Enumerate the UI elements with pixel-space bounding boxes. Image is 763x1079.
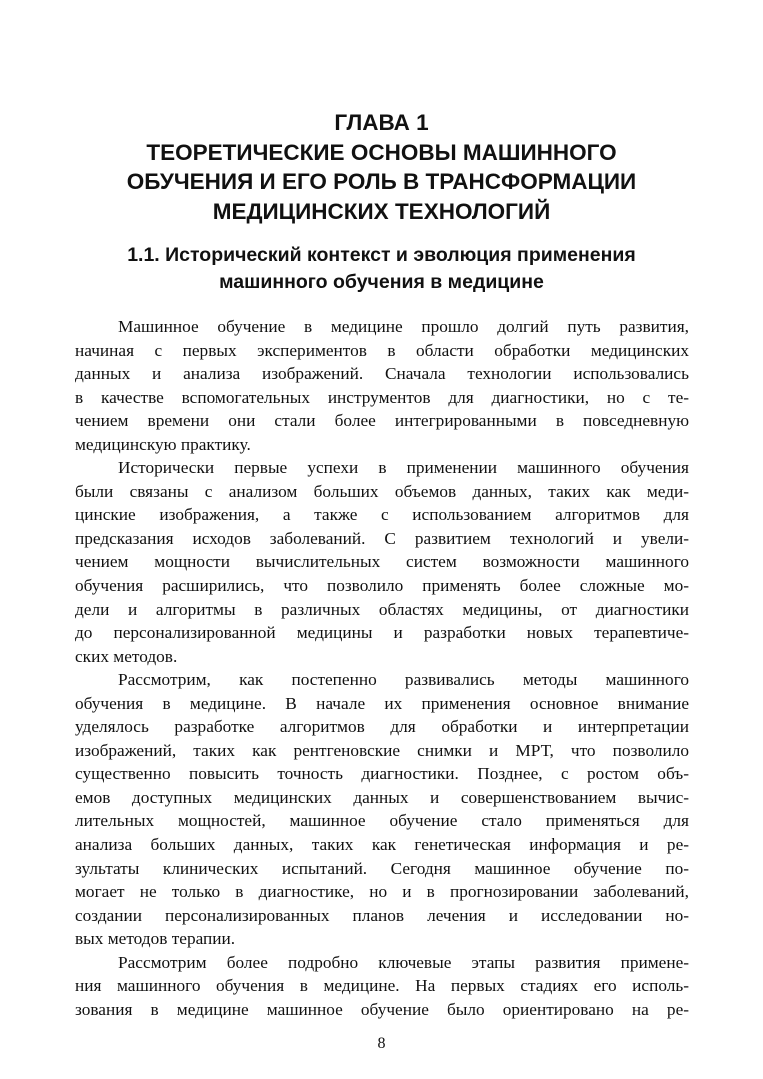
- page-number: 8: [377, 1035, 386, 1052]
- paragraph: [75, 951, 689, 1022]
- text-line: до персонализированной медицины и разработки новых терапевтиче-: [75, 623, 689, 643]
- text-line: анализа больших данных, таких как генетическая информация и ре-: [75, 835, 689, 855]
- text-line: Исторически первые успехи в применении машинного обучения: [118, 458, 689, 478]
- text-line: Рассмотрим, как постепенно развивались методы машинного: [118, 670, 689, 690]
- section-title-line: 1.1. Исторический контекст и эволюция применения: [127, 244, 636, 266]
- text-line: цинские изображения, а также с использованием алгоритмов для: [75, 505, 689, 525]
- text-line: были связаны с анализом больших объемов данных, таких как меди-: [75, 481, 689, 501]
- text-line: Рассмотрим более подробно ключевые этапы развития примене-: [118, 952, 689, 972]
- text-line: существенно повысить точность диагностики. Позднее, с ростом объ-: [75, 764, 689, 784]
- chapter-title-line: МЕДИЦИНСКИХ ТЕХНОЛОГИЙ: [212, 198, 551, 224]
- text-line: изображений, таких как рентгеновские снимки и МРТ, что позволило: [75, 740, 689, 760]
- text-line: чением времени они стали более интегрированными в повседневную: [75, 411, 689, 431]
- text-line: Машинное обучение в медицине прошло долгий путь развития,: [118, 317, 689, 336]
- chapter-title: [60, 108, 703, 226]
- text-line: обучения расширились, что позволило применять более сложные мо-: [75, 576, 689, 596]
- section-title: [60, 242, 703, 296]
- text-line: могает не только в диагностике, но и в прогнозировании заболеваний,: [75, 882, 689, 902]
- text-line: данных и анализа изображений. Сначала технологии использовались: [75, 364, 689, 384]
- text-line: медицинскую практику.: [75, 434, 251, 454]
- text-line: создании персонализированных планов лечения и исследовании но-: [75, 905, 689, 925]
- text-line: в качестве вспомогательных инструментов для диагностики, но с те-: [75, 387, 689, 407]
- text-line: обучения в медицине. В начале их применения основное внимание: [75, 693, 689, 713]
- text-line: чением мощности вычислительных систем возможности машинного: [75, 552, 689, 572]
- paragraph: [75, 668, 689, 951]
- text-line: вых методов терапии.: [75, 929, 236, 949]
- text-line: начиная с первых экспериментов в области обработки медицинских: [75, 340, 689, 360]
- text-line: ских методов.: [75, 646, 178, 666]
- chapter-title-line: ГЛАВА 1: [334, 110, 429, 135]
- paragraph: [75, 456, 689, 668]
- text-line: уделялось разработке алгоритмов для обработки и интерпретации: [75, 717, 689, 737]
- chapter-title-line: ТЕОРЕТИЧЕСКИЕ ОСНОВЫ МАШИННОГО: [146, 139, 617, 165]
- text-line: зования в медицине машинное обучение было ориентировано на ре-: [75, 999, 689, 1019]
- section-title-line: машинного обучения в медицине: [219, 271, 544, 293]
- chapter-title-line: ОБУЧЕНИЯ И ЕГО РОЛЬ В ТРАНСФОРМАЦИИ: [126, 169, 637, 194]
- text-line: предсказания исходов заболеваний. С развитием технологий и увели-: [75, 528, 689, 548]
- text-line: дели и алгоритмы в различных областях медицины, от диагностики: [75, 599, 689, 619]
- paragraph: [75, 315, 689, 456]
- text-line: ния машинного обучения в медицине. На первых стадиях его исполь-: [75, 976, 689, 996]
- text-line: емов доступных медицинских данных и совершенствованием вычис-: [75, 787, 689, 807]
- body-text: [75, 315, 689, 1021]
- text-line: лительных мощностей, машинное обучение стало применяться для: [75, 811, 689, 831]
- text-line: зультаты клинических испытаний. Сегодня машинное обучение по-: [75, 858, 689, 878]
